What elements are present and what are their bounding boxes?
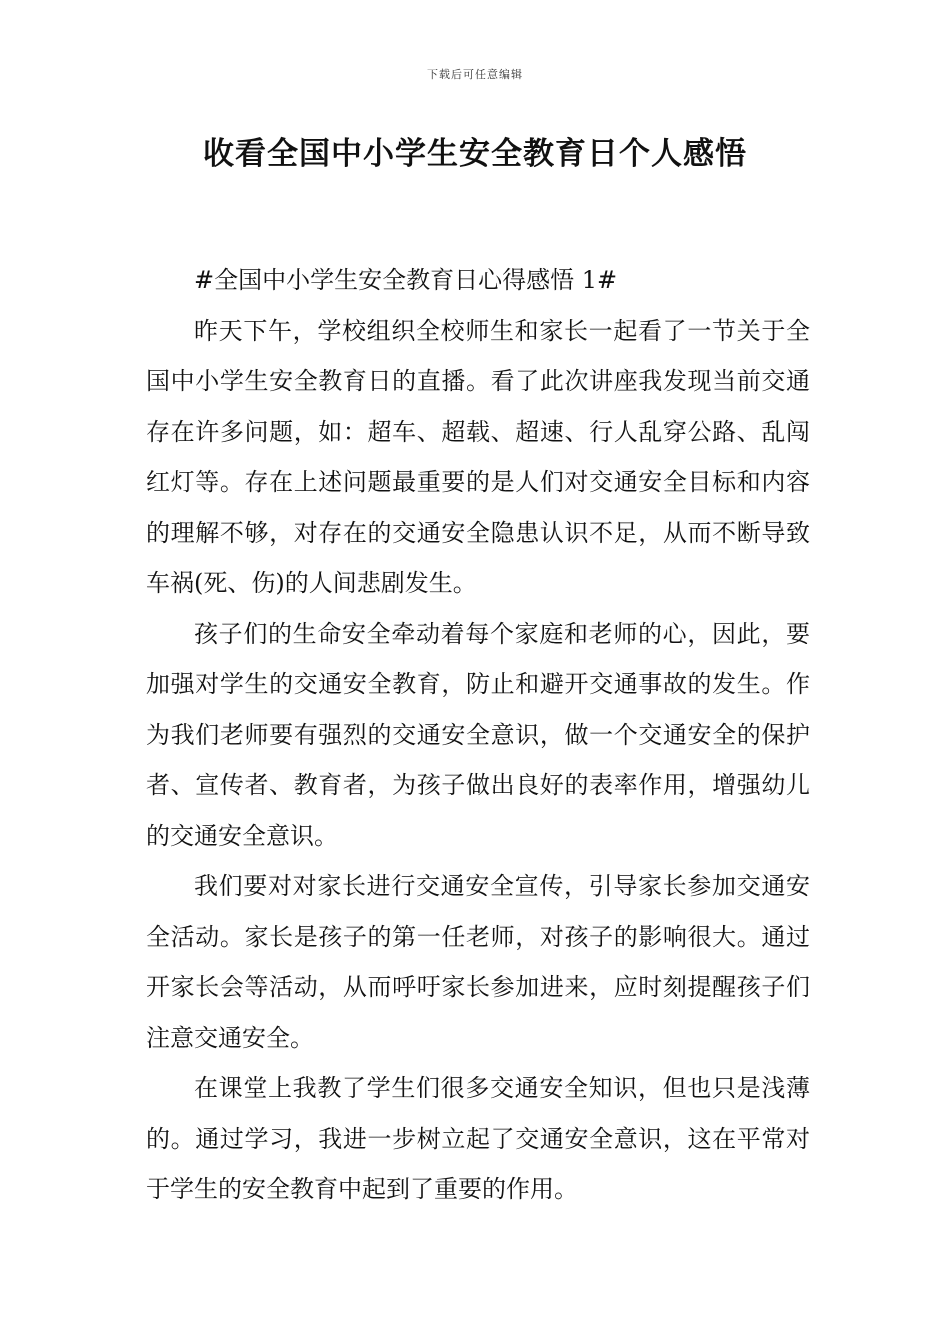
- document-body: [146, 255, 810, 1215]
- paragraph: 昨天下午，学校组织全校师生和家长一起看了一节关于全国中小学生安全教育日的直播。看了此次讲座我发现当前交通存在许多问题，如：超车、超载、超速、行人乱穿公路、乱闯红灯等。存在上述问题最重要的是人们对交通安全目标和内容的理解不够，对存在的交通安全隐患认识不足，从而不断导致车祸(死、伤)的人间悲剧发生。: [146, 316, 810, 597]
- section-heading: #全国中小学生安全教育日心得感悟 1#: [194, 266, 618, 294]
- paragraph: 我们要对对家长进行交通安全宣传，引导家长参加交通安全活动。家长是孩子的第一任老师，对孩子的影响很大。通过开家长会等活动，从而呼吁家长参加进来，应时刻提醒孩子们注意交通安全。: [146, 872, 810, 1052]
- paragraph: 孩子们的生命安全牵动着每个家庭和老师的心，因此，要加强对学生的交通安全教育，防止和避开交通事故的发生。作为我们老师要有强烈的交通安全意识，做一个交通安全的保护者、宣传者、教育者，为孩子做出良好的表率作用，增强幼儿的交通安全意识。: [146, 619, 810, 850]
- document-title: 收看全国中小学生安全教育日个人感悟: [203, 136, 747, 172]
- paragraph: 在课堂上我教了学生们很多交通安全知识，但也只是浅薄的。通过学习，我进一步树立起了交通安全意识，这在平常对于学生的安全教育中起到了重要的作用。: [146, 1074, 810, 1203]
- header-note: 下载后可任意编辑: [427, 68, 523, 81]
